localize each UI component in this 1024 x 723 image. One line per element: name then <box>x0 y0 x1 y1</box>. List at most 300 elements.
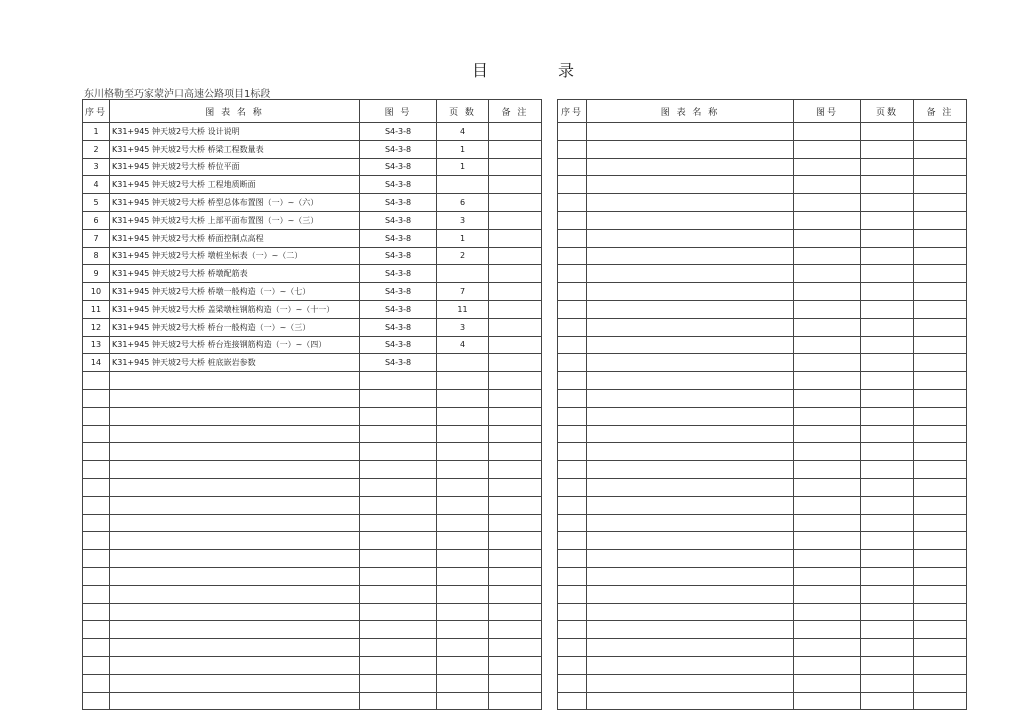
drawing-name: K31+945 钟天坡2号大桥 桥梁工程数量表 <box>110 140 360 158</box>
page-count: 6 <box>437 194 489 212</box>
drawing-name: K31+945 钟天坡2号大桥 桥台一般构造（一）~（三） <box>110 318 360 336</box>
table-row <box>558 283 967 301</box>
row-number <box>558 158 587 176</box>
drawing-code: S4-3-8 <box>360 336 437 354</box>
remarks-cell <box>914 674 967 692</box>
drawing-code <box>794 674 861 692</box>
page-count <box>437 478 489 496</box>
table-row <box>83 176 542 194</box>
drawing-name <box>587 176 794 194</box>
drawing-code <box>360 389 437 407</box>
drawing-name: K31+945 钟天坡2号大桥 上部平面布置图（一）~（三） <box>110 211 360 229</box>
drawing-name <box>587 478 794 496</box>
drawing-name <box>587 158 794 176</box>
page-count <box>437 354 489 372</box>
table-row <box>83 478 542 496</box>
row-number <box>83 532 110 550</box>
drawing-name <box>587 639 794 657</box>
drawing-name <box>110 407 360 425</box>
drawing-name <box>110 567 360 585</box>
drawing-code: S4-3-8 <box>360 318 437 336</box>
page-count <box>861 354 914 372</box>
table-row <box>558 621 967 639</box>
page-count <box>861 211 914 229</box>
drawing-name <box>587 532 794 550</box>
remarks-cell <box>489 372 542 390</box>
page-count: 2 <box>437 247 489 265</box>
column-header-no: 序号 <box>83 100 110 123</box>
table-row <box>83 158 542 176</box>
page-count <box>437 265 489 283</box>
remarks-cell <box>914 158 967 176</box>
drawing-code <box>360 372 437 390</box>
drawing-name <box>110 674 360 692</box>
toc-table-left <box>82 99 542 710</box>
drawing-code <box>794 407 861 425</box>
table-row <box>558 229 967 247</box>
page-count <box>861 639 914 657</box>
row-number <box>558 514 587 532</box>
table-row <box>558 158 967 176</box>
drawing-name: K31+945 钟天坡2号大桥 桥墩一般构造（一）~（七） <box>110 283 360 301</box>
table-row <box>558 425 967 443</box>
row-number <box>83 585 110 603</box>
row-number <box>558 585 587 603</box>
row-number <box>83 443 110 461</box>
row-number <box>558 567 587 585</box>
remarks-cell <box>489 674 542 692</box>
toc-body-right <box>558 123 967 710</box>
drawing-name <box>587 461 794 479</box>
row-number: 8 <box>83 247 110 265</box>
drawing-code <box>360 567 437 585</box>
page-count <box>861 194 914 212</box>
table-row <box>83 656 542 674</box>
row-number <box>83 389 110 407</box>
drawing-name <box>587 567 794 585</box>
drawing-code <box>794 621 861 639</box>
drawing-code <box>794 247 861 265</box>
row-number <box>558 354 587 372</box>
page-count <box>437 407 489 425</box>
table-row <box>558 194 967 212</box>
drawing-name <box>587 336 794 354</box>
drawing-code <box>794 532 861 550</box>
remarks-cell <box>489 247 542 265</box>
remarks-cell <box>489 211 542 229</box>
remarks-cell <box>489 603 542 621</box>
table-row <box>558 443 967 461</box>
drawing-code: S4-3-8 <box>360 140 437 158</box>
drawing-name <box>587 425 794 443</box>
drawing-name <box>587 550 794 568</box>
drawing-name <box>587 585 794 603</box>
row-number <box>83 425 110 443</box>
toc-header-row <box>558 100 967 123</box>
drawing-name <box>587 318 794 336</box>
remarks-cell <box>489 496 542 514</box>
drawing-name <box>587 407 794 425</box>
row-number <box>558 639 587 657</box>
page-count <box>437 692 489 710</box>
drawing-name <box>110 478 360 496</box>
row-number <box>558 318 587 336</box>
table-row <box>83 621 542 639</box>
page-count: 11 <box>437 300 489 318</box>
remarks-cell <box>489 176 542 194</box>
row-number <box>558 372 587 390</box>
remarks-cell <box>914 585 967 603</box>
drawing-code <box>794 656 861 674</box>
remarks-cell <box>914 639 967 657</box>
drawing-code <box>794 140 861 158</box>
remarks-cell <box>489 158 542 176</box>
table-row <box>558 550 967 568</box>
drawing-name <box>587 354 794 372</box>
drawing-code <box>794 478 861 496</box>
table-row <box>83 247 542 265</box>
table-row <box>558 318 967 336</box>
row-number: 14 <box>83 354 110 372</box>
row-number <box>558 532 587 550</box>
remarks-cell <box>914 656 967 674</box>
table-row <box>558 123 967 141</box>
page-count <box>437 585 489 603</box>
page-count <box>861 692 914 710</box>
drawing-code <box>794 603 861 621</box>
drawing-code <box>360 478 437 496</box>
row-number <box>558 496 587 514</box>
row-number <box>558 461 587 479</box>
toc-table-right <box>557 99 967 710</box>
row-number <box>558 425 587 443</box>
row-number <box>558 621 587 639</box>
table-row <box>83 318 542 336</box>
drawing-code <box>360 639 437 657</box>
page-count <box>861 372 914 390</box>
row-number: 10 <box>83 283 110 301</box>
page-count <box>861 656 914 674</box>
drawing-name: K31+945 钟天坡2号大桥 墩桩坐标表（一）~（二） <box>110 247 360 265</box>
drawing-code <box>360 656 437 674</box>
drawing-code: S4-3-8 <box>360 229 437 247</box>
drawing-code <box>360 692 437 710</box>
remarks-cell <box>489 425 542 443</box>
remarks-cell <box>489 283 542 301</box>
remarks-cell <box>914 692 967 710</box>
table-row <box>558 692 967 710</box>
page-count <box>861 550 914 568</box>
row-number <box>83 514 110 532</box>
drawing-code <box>794 496 861 514</box>
page-count <box>437 496 489 514</box>
table-row <box>83 585 542 603</box>
table-row <box>558 300 967 318</box>
page-count: 3 <box>437 211 489 229</box>
row-number <box>558 674 587 692</box>
drawing-name <box>110 692 360 710</box>
page-count <box>437 567 489 585</box>
drawing-code <box>360 585 437 603</box>
remarks-cell <box>914 496 967 514</box>
column-header-code: 图号 <box>794 100 861 123</box>
remarks-cell <box>914 229 967 247</box>
drawing-code <box>360 621 437 639</box>
drawing-name <box>587 674 794 692</box>
table-row <box>83 532 542 550</box>
table-row <box>83 300 542 318</box>
drawing-name <box>587 300 794 318</box>
drawing-code <box>794 123 861 141</box>
table-row <box>558 407 967 425</box>
drawing-name <box>110 532 360 550</box>
remarks-cell <box>914 389 967 407</box>
remarks-cell <box>489 140 542 158</box>
drawing-name <box>587 514 794 532</box>
remarks-cell <box>914 372 967 390</box>
drawing-code: S4-3-8 <box>360 211 437 229</box>
drawing-code <box>794 425 861 443</box>
page-count <box>861 443 914 461</box>
remarks-cell <box>914 194 967 212</box>
drawing-name <box>587 283 794 301</box>
drawing-code <box>360 496 437 514</box>
page-count <box>861 461 914 479</box>
column-header-name: 图 表 名 称 <box>110 100 360 123</box>
remarks-cell <box>489 123 542 141</box>
drawing-code: S4-3-8 <box>360 247 437 265</box>
drawing-code <box>794 283 861 301</box>
page-count <box>861 247 914 265</box>
drawing-name <box>110 550 360 568</box>
drawing-code <box>794 265 861 283</box>
drawing-code: S4-3-8 <box>360 158 437 176</box>
remarks-cell <box>914 550 967 568</box>
row-number: 4 <box>83 176 110 194</box>
drawing-name <box>110 443 360 461</box>
drawing-name <box>110 389 360 407</box>
page-count <box>437 674 489 692</box>
row-number <box>83 674 110 692</box>
row-number <box>83 496 110 514</box>
remarks-cell <box>489 354 542 372</box>
page-count <box>437 176 489 194</box>
page-count <box>437 656 489 674</box>
drawing-name <box>110 425 360 443</box>
drawing-code <box>794 336 861 354</box>
drawing-name <box>587 211 794 229</box>
remarks-cell <box>489 621 542 639</box>
drawing-name <box>110 639 360 657</box>
drawing-name <box>110 514 360 532</box>
remarks-cell <box>914 407 967 425</box>
table-row <box>558 603 967 621</box>
remarks-cell <box>489 478 542 496</box>
table-row <box>558 567 967 585</box>
remarks-cell <box>489 532 542 550</box>
page-count <box>861 407 914 425</box>
drawing-name <box>587 603 794 621</box>
remarks-cell <box>489 229 542 247</box>
table-row <box>83 674 542 692</box>
remarks-cell <box>914 514 967 532</box>
table-row <box>558 354 967 372</box>
row-number <box>558 300 587 318</box>
drawing-code <box>360 407 437 425</box>
row-number <box>83 621 110 639</box>
table-row <box>558 389 967 407</box>
row-number <box>83 603 110 621</box>
drawing-name <box>587 123 794 141</box>
table-row <box>558 496 967 514</box>
drawing-name: K31+945 钟天坡2号大桥 桥位平面 <box>110 158 360 176</box>
table-row <box>83 639 542 657</box>
drawing-code <box>794 372 861 390</box>
row-number <box>558 603 587 621</box>
table-row <box>83 372 542 390</box>
row-number <box>558 247 587 265</box>
remarks-cell <box>914 283 967 301</box>
page-count <box>861 603 914 621</box>
drawing-name <box>587 496 794 514</box>
toc-body-left <box>83 123 542 710</box>
drawing-code <box>794 229 861 247</box>
drawing-code <box>794 354 861 372</box>
remarks-cell <box>914 265 967 283</box>
drawing-name <box>587 140 794 158</box>
drawing-name: K31+945 钟天坡2号大桥 桩底嵌岩参数 <box>110 354 360 372</box>
toc-header-row <box>83 100 542 123</box>
table-row <box>83 354 542 372</box>
page-count <box>861 496 914 514</box>
drawing-name <box>587 247 794 265</box>
drawing-code <box>794 567 861 585</box>
table-row <box>558 585 967 603</box>
page-count <box>861 514 914 532</box>
page-count <box>861 621 914 639</box>
table-row <box>83 229 542 247</box>
row-number <box>558 478 587 496</box>
drawing-name: K31+945 钟天坡2号大桥 设计说明 <box>110 123 360 141</box>
drawing-code <box>794 194 861 212</box>
table-row <box>558 639 967 657</box>
table-row <box>83 603 542 621</box>
row-number: 3 <box>83 158 110 176</box>
drawing-code: S4-3-8 <box>360 194 437 212</box>
row-number <box>83 461 110 479</box>
remarks-cell <box>489 567 542 585</box>
page-count <box>861 567 914 585</box>
remarks-cell <box>914 336 967 354</box>
drawing-code <box>794 461 861 479</box>
remarks-cell <box>914 300 967 318</box>
drawing-code <box>360 443 437 461</box>
page-title-char-1: 目 <box>472 61 491 80</box>
project-subtitle: 东川格勒至巧家蒙泸口高速公路项目1标段 <box>84 89 271 100</box>
row-number <box>558 140 587 158</box>
table-row <box>83 496 542 514</box>
drawing-code <box>794 514 861 532</box>
page-count: 4 <box>437 123 489 141</box>
row-number <box>558 389 587 407</box>
remarks-cell <box>914 354 967 372</box>
column-header-remarks: 备 注 <box>489 100 542 123</box>
drawing-code <box>360 603 437 621</box>
drawing-code <box>360 532 437 550</box>
drawing-name <box>587 265 794 283</box>
drawing-code <box>360 514 437 532</box>
table-row <box>558 656 967 674</box>
remarks-cell <box>914 443 967 461</box>
page-count <box>437 514 489 532</box>
page-count <box>861 140 914 158</box>
page-count <box>861 123 914 141</box>
remarks-cell <box>914 461 967 479</box>
page-count <box>861 425 914 443</box>
drawing-name <box>110 496 360 514</box>
drawing-name: K31+945 钟天坡2号大桥 桥台连接钢筋构造（一）~（四） <box>110 336 360 354</box>
drawing-name: K31+945 钟天坡2号大桥 工程地质断面 <box>110 176 360 194</box>
column-header-remarks: 备 注 <box>914 100 967 123</box>
remarks-cell <box>914 603 967 621</box>
table-row <box>83 336 542 354</box>
column-header-pages: 页数 <box>861 100 914 123</box>
row-number <box>558 656 587 674</box>
row-number: 12 <box>83 318 110 336</box>
drawing-code <box>794 585 861 603</box>
table-row <box>83 425 542 443</box>
row-number <box>558 550 587 568</box>
table-row <box>83 443 542 461</box>
table-row <box>83 514 542 532</box>
page-count <box>437 372 489 390</box>
drawing-code <box>794 443 861 461</box>
drawing-code: S4-3-8 <box>360 265 437 283</box>
page-count <box>437 603 489 621</box>
table-row <box>83 265 542 283</box>
page-count: 7 <box>437 283 489 301</box>
table-row <box>83 461 542 479</box>
table-row <box>83 550 542 568</box>
row-number <box>83 639 110 657</box>
page-count <box>861 336 914 354</box>
table-row <box>83 389 542 407</box>
row-number <box>558 194 587 212</box>
drawing-name <box>587 372 794 390</box>
row-number: 5 <box>83 194 110 212</box>
drawing-name <box>587 443 794 461</box>
table-row <box>558 176 967 194</box>
drawing-code <box>794 158 861 176</box>
table-row <box>558 478 967 496</box>
drawing-name: K31+945 钟天坡2号大桥 桥型总体布置图（一）~（六） <box>110 194 360 212</box>
table-row <box>558 247 967 265</box>
drawing-code <box>360 550 437 568</box>
page-count <box>861 478 914 496</box>
remarks-cell <box>489 336 542 354</box>
remarks-cell <box>914 140 967 158</box>
row-number <box>83 692 110 710</box>
table-row <box>558 461 967 479</box>
remarks-cell <box>914 211 967 229</box>
row-number <box>83 567 110 585</box>
table-row <box>558 265 967 283</box>
remarks-cell <box>489 389 542 407</box>
table-row <box>83 123 542 141</box>
drawing-name: K31+945 钟天坡2号大桥 盖梁墩柱钢筋构造（一）~（十一） <box>110 300 360 318</box>
row-number <box>83 550 110 568</box>
page-count <box>437 443 489 461</box>
